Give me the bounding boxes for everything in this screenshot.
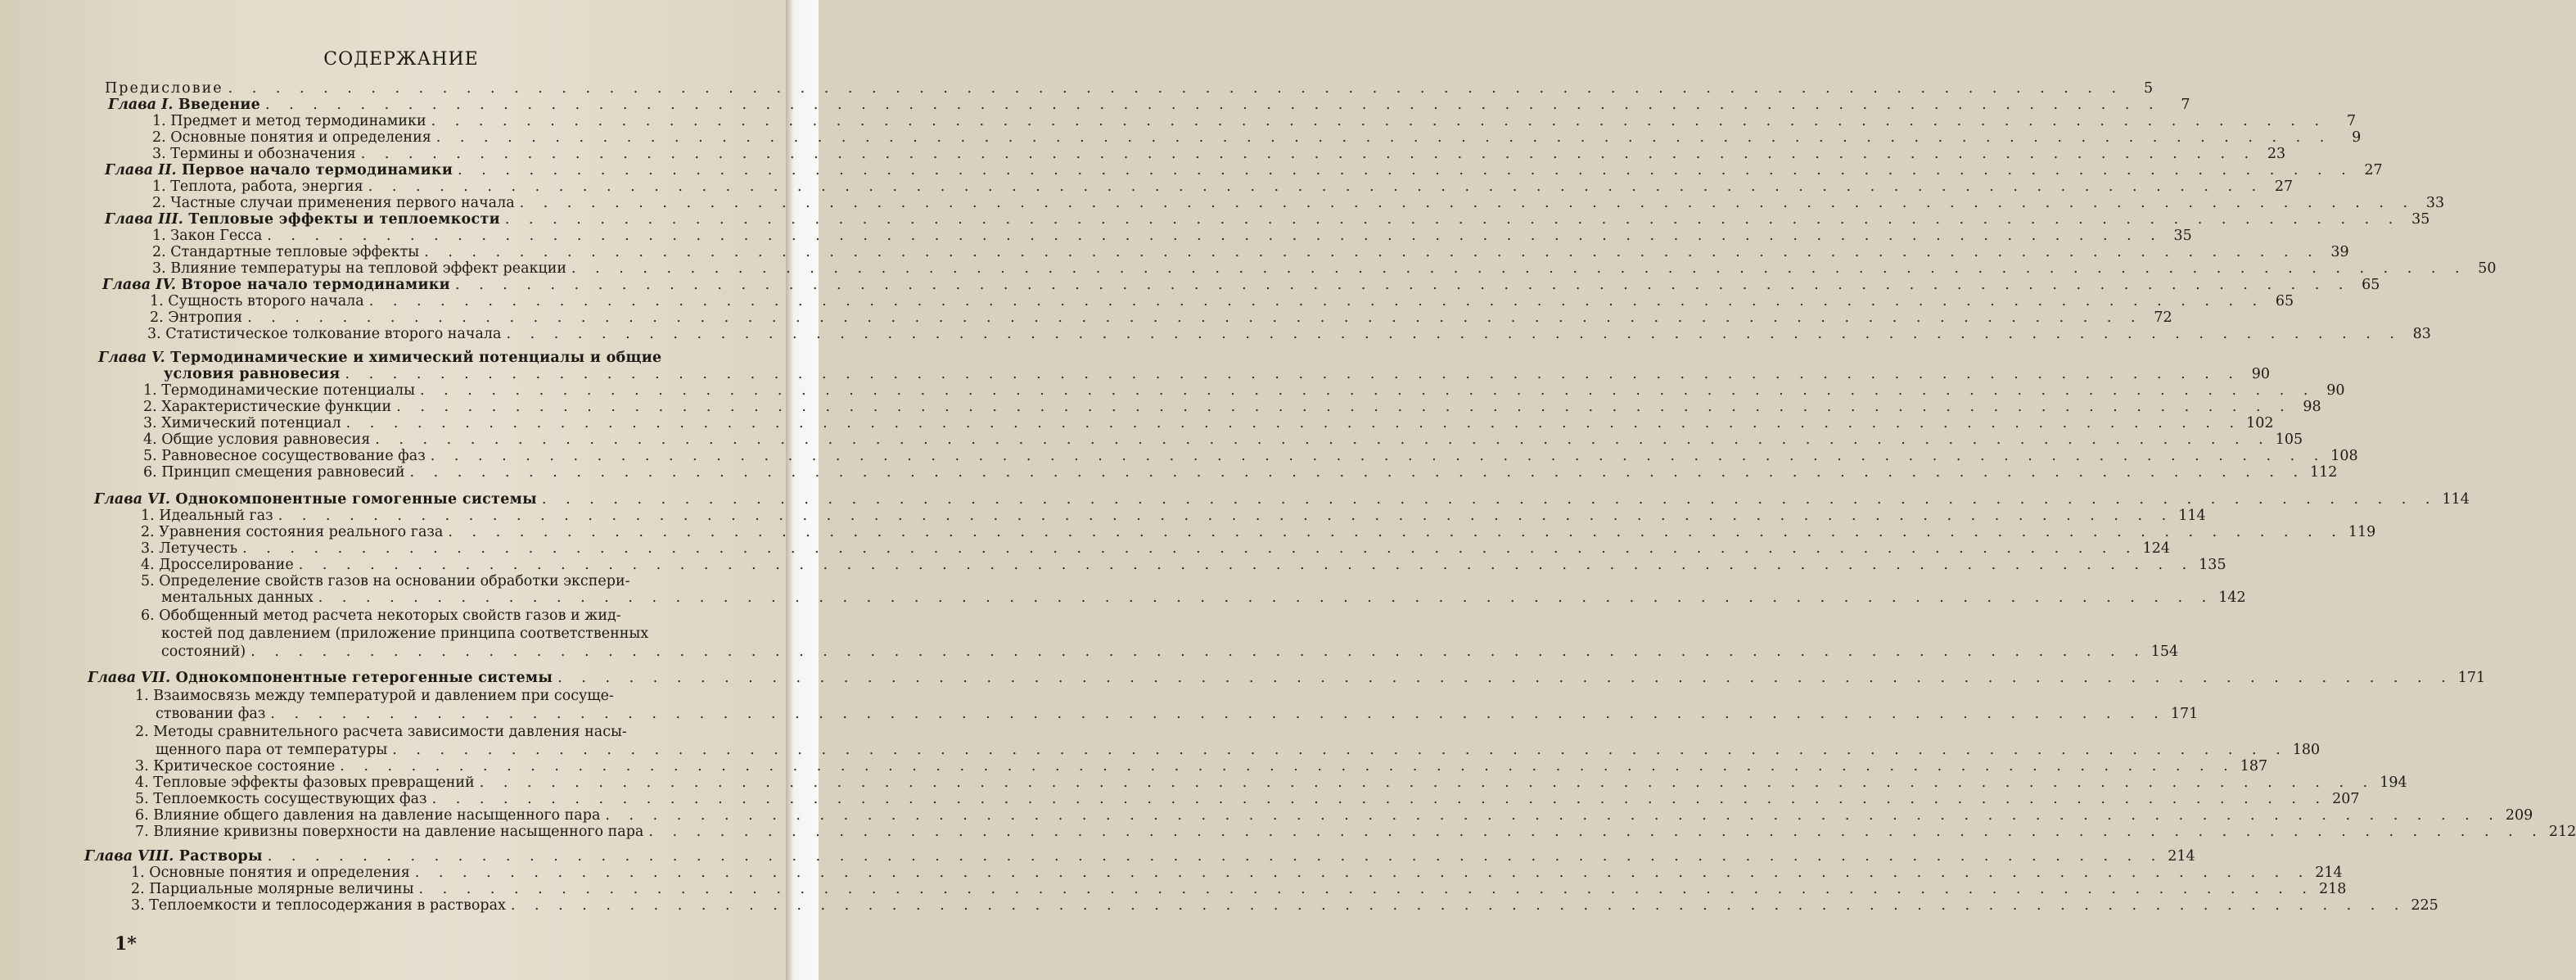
- page-number: 65: [2275, 293, 2294, 309]
- page-number: 72: [2154, 309, 2172, 326]
- page-number: 194: [2380, 775, 2407, 791]
- toc-item: 2. Основные понятия и определения . . . . . . . . . . . . . . . . . . . . . . . . . . . . . . . . . . . . . . . . . . . . . . . . . . . . . . . . . . . . . . . . . . . . . . . . . . . . . . . . 9: [152, 129, 2362, 146]
- dot-leader: . . . . . . . . . . . . . . . . . . . . . . . . . . . . . . . . . . . . . . . . . . . . . . . . . . . . . . . . . . . . . . . . . . . . . . . . . . . . . . . .: [418, 881, 2314, 897]
- toc-item: 5. Теплоемкость сосуществующих фаз . . . . . . . . . . . . . . . . . . . . . . . . . . . . . . . . . . . . . . . . . . . . . . . . . . . . . . . . . . . . . . . . . . . . . . . . . . . . . . . . 207: [135, 791, 2360, 807]
- toc-item-cont: состояний) . . . . . . . . . . . . . . . . . . . . . . . . . . . . . . . . . . . . . . . . . . . . . . . . . . . . . . . . . . . . . . . . . . . . . . . . . . . . . . . . 154: [161, 644, 2179, 660]
- chapter-heading: [94, 491, 2470, 508]
- toc-item: 3. Термины и обозначения . . . . . . . . . . . . . . . . . . . . . . . . . . . . . . . . . . . . . . . . . . . . . . . . . . . . . . . . . . . . . . . . . . . . . . . . . . . . . . . . 23: [152, 146, 2286, 162]
- chapter-heading-cont: условия равновесия . . . . . . . . . . . . . . . . . . . . . . . . . . . . . . . . . . . . . . . . . . . . . . . . . . . . . . . . . . . . . . . . . . . . . . . . . . . . . . . . 90: [164, 366, 2270, 382]
- chapter-name: Растворы: [174, 848, 263, 865]
- toc-item: 2. Энтропия . . . . . . . . . . . . . . . . . . . . . . . . . . . . . . . . . . . . . . . . . . . . . . . . . . . . . . . . . . . . . . . . . . . . . . . . . . . . . . . . 72: [150, 309, 2172, 326]
- page-number: 7: [2181, 97, 2190, 113]
- dot-leader: . . . . . . . . . . . . . . . . . . . . . . . . . . . . . . . . . . . . . . . . . . . . . . . . . . . . . . . . . . . . . . . . . . . . . . . . . . . . . . . .: [430, 448, 2326, 464]
- page-number: 5: [2143, 80, 2154, 97]
- page-number: 7: [2346, 113, 2357, 129]
- toc-item: 3. Летучесть . . . . . . . . . . . . . . . . . . . . . . . . . . . . . . . . . . . . . . . . . . . . . . . . . . . . . . . . . . . . . . . . . . . . . . . . . . . . . . . . 124: [141, 540, 2171, 557]
- dot-leader: . . . . . . . . . . . . . . . . . . . . . . . . . . . . . . . . . . . . . . . . . . . . . . . . . . . . . . . . . . . . . . . . . . . . . . . . . . . . . . . .: [270, 706, 2166, 722]
- page-title: СОДЕРЖАНИЕ: [323, 49, 479, 70]
- dot-leader: . . . . . . . . . . . . . . . . . . . . . . . . . . . . . . . . . . . . . . . . . . . . . . . . . . . . . . . . . . . . . . . . . . . . . . . . . . . . . . . .: [414, 865, 2311, 881]
- dot-leader: . . . . . . . . . . . . . . . . . . . . . . . . . . . . . . . . . . . . . . . . . . . . . . . . . . . . . . . . . . . . . . . . . . . . . . . . . . . . . . . .: [479, 775, 2375, 791]
- dot-leader: . . . . . . . . . . . . . . . . . . . . . . . . . . . . . . . . . . . . . . . . . . . . . . . . . . . . . . . . . . . . . . . . . . . . . . . . . . . . . . . .: [424, 244, 2320, 260]
- dot-leader: . . . . . . . . . . . . . . . . . . . . . . . . . . . . . . . . . . . . . . . . . . . . . . . . . . . . . . . . . . . . . . . . . . . . . . . . . . . . . . . .: [431, 113, 2327, 129]
- chapter-label: Глава VI.: [94, 491, 171, 508]
- page-number: 218: [2318, 881, 2347, 897]
- page-number: 105: [2275, 431, 2303, 448]
- toc-item: 2. Характеристические функции . . . . . . . . . . . . . . . . . . . . . . . . . . . . . . . . . . . . . . . . . . . . . . . . . . . . . . . . . . . . . . . . . . . . . . . . . . . . . . . . 98: [143, 399, 2321, 415]
- page-number: 27: [2364, 162, 2383, 178]
- toc-item: 3. Химический потенциал . . . . . . . . . . . . . . . . . . . . . . . . . . . . . . . . . . . . . . . . . . . . . . . . . . . . . . . . . . . . . . . . . . . . . . . . . . . . . . . . 102: [143, 415, 2274, 431]
- dot-leader: . . . . . . . . . . . . . . . . . . . . . . . . . . . . . . . . . . . . . . . . . . . . . . . . . . . . . . . . . . . . . . . . . . . . . . . . . . . . . . . .: [228, 80, 2124, 97]
- page-number: 27: [2274, 178, 2294, 195]
- toc-item: 1. Взаимосвязь между температурой и давлением при сосуще-: [135, 688, 614, 704]
- page-number: 207: [2332, 791, 2360, 807]
- chapter-label: Глава IV.: [102, 277, 176, 293]
- toc-preface: Предисловие . . . . . . . . . . . . . . . . . . . . . . . . . . . . . . . . . . . . . . . . . . . . . . . . . . . . . . . . . . . . . . . . . . . . . . . . . . . . . . . . 5: [105, 80, 2154, 97]
- dot-leader: . . . . . . . . . . . . . . . . . . . . . . . . . . . . . . . . . . . . . . . . . . . . . . . . . . . . . . . . . . . . . . . . . . . . . . . . . . . . . . . .: [368, 293, 2265, 309]
- chapter-name: Термодинамические и химический потенциалы и общие: [165, 350, 662, 366]
- chapter-label: Глава I.: [108, 97, 174, 113]
- dot-leader: . . . . . . . . . . . . . . . . . . . . . . . . . . . . . . . . . . . . . . . . . . . . . . . . . . . . . . . . . . . . . . . . . . . . . . . . . . . . . . . .: [571, 260, 2467, 277]
- page-number: 112: [2310, 464, 2338, 481]
- toc-item: 6. Принцип смещения равновесий . . . . . . . . . . . . . . . . . . . . . . . . . . . . . . . . . . . . . . . . . . . . . . . . . . . . . . . . . . . . . . . . . . . . . . . . . . . . . . . . 112: [143, 464, 2338, 481]
- dot-leader: . . . . . . . . . . . . . . . . . . . . . . . . . . . . . . . . . . . . . . . . . . . . . . . . . . . . . . . . . . . . . . . . . . . . . . . . . . . . . . . .: [242, 540, 2138, 557]
- dot-leader: . . . . . . . . . . . . . . . . . . . . . . . . . . . . . . . . . . . . . . . . . . . . . . . . . . . . . . . . . . . . . . . . . . . . . . . . . . . . . . . .: [392, 742, 2288, 758]
- page-number: 9: [2352, 129, 2362, 146]
- dot-leader: . . . . . . . . . . . . . . . . . . . . . . . . . . . . . . . . . . . . . . . . . . . . . . . . . . . . . . . . . . . . . . . . . . . . . . . . . . . . . . . .: [504, 211, 2401, 228]
- chapter-name: Первое начало термодинамики: [176, 162, 453, 178]
- chapter-name: Однокомпонентные гетерогенные системы: [170, 670, 553, 686]
- dot-leader: . . . . . . . . . . . . . . . . . . . . . . . . . . . . . . . . . . . . . . . . . . . . . . . . . . . . . . . . . . . . . . . . . . . . . . . . . . . . . . . .: [375, 431, 2271, 448]
- toc-item: 1. Сущность второго начала . . . . . . . . . . . . . . . . . . . . . . . . . . . . . . . . . . . . . . . . . . . . . . . . . . . . . . . . . . . . . . . . . . . . . . . . . . . . . . . . 65: [150, 293, 2294, 309]
- dot-leader: . . . . . . . . . . . . . . . . . . . . . . . . . . . . . . . . . . . . . . . . . . . . . . . . . . . . . . . . . . . . . . . . . . . . . . . . . . . . . . . .: [345, 415, 2242, 431]
- dot-leader: . . . . . . . . . . . . . . . . . . . . . . . . . . . . . . . . . . . . . . . . . . . . . . . . . . . . . . . . . . . . . . . . . . . . . . . . . . . . . . . .: [557, 670, 2453, 686]
- toc-item: 1. Идеальный газ . . . . . . . . . . . . . . . . . . . . . . . . . . . . . . . . . . . . . . . . . . . . . . . . . . . . . . . . . . . . . . . . . . . . . . . . . . . . . . . . 114: [141, 508, 2206, 524]
- page-number: 102: [2246, 415, 2274, 431]
- dot-leader: . . . . . . . . . . . . . . . . . . . . . . . . . . . . . . . . . . . . . . . . . . . . . . . . . . . . . . . . . . . . . . . . . . . . . . . . . . . . . . . .: [409, 464, 2306, 481]
- page-number: 35: [2411, 211, 2430, 228]
- dot-leader: . . . . . . . . . . . . . . . . . . . . . . . . . . . . . . . . . . . . . . . . . . . . . . . . . . . . . . . . . . . . . . . . . . . . . . . . . . . . . . . .: [360, 146, 2257, 162]
- toc-item: 2. Методы сравнительного расчета зависимости давления насы-: [135, 724, 627, 740]
- page-number: 114: [2442, 491, 2470, 508]
- dot-leader: . . . . . . . . . . . . . . . . . . . . . . . . . . . . . . . . . . . . . . . . . . . . . . . . . . . . . . . . . . . . . . . . . . . . . . . . . . . . . . . .: [542, 491, 2438, 508]
- toc-item: 2. Парциальные молярные величины . . . . . . . . . . . . . . . . . . . . . . . . . . . . . . . . . . . . . . . . . . . . . . . . . . . . . . . . . . . . . . . . . . . . . . . . . . . . . . . . 218: [131, 881, 2347, 897]
- page-number: 187: [2240, 758, 2268, 775]
- chapter-heading: [105, 211, 2430, 228]
- page-number: 90: [2326, 382, 2345, 399]
- page-number: 171: [2170, 706, 2199, 722]
- toc-item: 2. Стандартные тепловые эффекты . . . . . . . . . . . . . . . . . . . . . . . . . . . . . . . . . . . . . . . . . . . . . . . . . . . . . . . . . . . . . . . . . . . . . . . . . . . . . . . . 39: [152, 244, 2349, 260]
- page-number: 225: [2411, 897, 2438, 914]
- page-number: 119: [2348, 524, 2376, 540]
- toc-item: 3. Статистическое толкование второго начала . . . . . . . . . . . . . . . . . . . . . . . . . . . . . . . . . . . . . . . . . . . . . . . . . . . . . . . . . . . . . . . . . . . . . . . . . . . . . . . . 83: [147, 326, 2431, 342]
- dot-leader: . . . . . . . . . . . . . . . . . . . . . . . . . . . . . . . . . . . . . . . . . . . . . . . . . . . . . . . . . . . . . . . . . . . . . . . . . . . . . . . .: [454, 277, 2351, 293]
- chapter-heading: [102, 277, 2380, 293]
- page-number: 50: [2478, 260, 2497, 277]
- page-number: 83: [2412, 326, 2431, 342]
- page-number: 214: [2168, 848, 2195, 865]
- toc-item: 2. Уравнения состояния реального газа . . . . . . . . . . . . . . . . . . . . . . . . . . . . . . . . . . . . . . . . . . . . . . . . . . . . . . . . . . . . . . . . . . . . . . . . . . . . . . . . 119: [141, 524, 2376, 540]
- page-number: 214: [2315, 865, 2343, 881]
- toc-item: 1. Теплота, работа, энергия . . . . . . . . . . . . . . . . . . . . . . . . . . . . . . . . . . . . . . . . . . . . . . . . . . . . . . . . . . . . . . . . . . . . . . . . . . . . . . . . 27: [152, 178, 2294, 195]
- page-number: 114: [2178, 508, 2206, 524]
- dot-leader: . . . . . . . . . . . . . . . . . . . . . . . . . . . . . . . . . . . . . . . . . . . . . . . . . . . . . . . . . . . . . . . . . . . . . . . . . . . . . . . .: [506, 326, 2402, 342]
- page-number: 180: [2292, 742, 2321, 758]
- toc-item-cont: ментальных данных . . . . . . . . . . . . . . . . . . . . . . . . . . . . . . . . . . . . . . . . . . . . . . . . . . . . . . . . . . . . . . . . . . . . . . . . . . . . . . . . 142: [161, 589, 2246, 606]
- dot-leader: . . . . . . . . . . . . . . . . . . . . . . . . . . . . . . . . . . . . . . . . . . . . . . . . . . . . . . . . . . . . . . . . . . . . . . . . . . . . . . . .: [605, 807, 2501, 824]
- page-number: 135: [2199, 557, 2226, 573]
- chapter-label: Глава II.: [105, 162, 177, 178]
- chapter-label: Глава VIII.: [84, 848, 174, 865]
- dot-leader: . . . . . . . . . . . . . . . . . . . . . . . . . . . . . . . . . . . . . . . . . . . . . . . . . . . . . . . . . . . . . . . . . . . . . . . . . . . . . . . .: [420, 382, 2316, 399]
- chapter-name: Однокомпонентные гомогенные системы: [170, 491, 537, 508]
- page-number: 65: [2362, 277, 2380, 293]
- page-number: 90: [2251, 366, 2270, 382]
- chapter-heading: [88, 670, 2486, 686]
- page-number: 124: [2142, 540, 2171, 557]
- dot-leader: . . . . . . . . . . . . . . . . . . . . . . . . . . . . . . . . . . . . . . . . . . . . . . . . . . . . . . . . . . . . . . . . . . . . . . . . . . . . . . . .: [298, 557, 2195, 573]
- toc-item: 4. Дросселирование . . . . . . . . . . . . . . . . . . . . . . . . . . . . . . . . . . . . . . . . . . . . . . . . . . . . . . . . . . . . . . . . . . . . . . . . . . . . . . . . 135: [141, 557, 2226, 573]
- dot-leader: . . . . . . . . . . . . . . . . . . . . . . . . . . . . . . . . . . . . . . . . . . . . . . . . . . . . . . . . . . . . . . . . . . . . . . . . . . . . . . . .: [318, 589, 2214, 606]
- toc-item: 4. Общие условия равновесия . . . . . . . . . . . . . . . . . . . . . . . . . . . . . . . . . . . . . . . . . . . . . . . . . . . . . . . . . . . . . . . . . . . . . . . . . . . . . . . . 105: [143, 431, 2303, 448]
- page-number: 33: [2425, 195, 2445, 211]
- page-number: 98: [2303, 399, 2321, 415]
- dot-leader: . . . . . . . . . . . . . . . . . . . . . . . . . . . . . . . . . . . . . . . . . . . . . . . . . . . . . . . . . . . . . . . . . . . . . . . . . . . . . . . .: [368, 178, 2264, 195]
- chapter-name: Тепловые эффекты и теплоемкости: [183, 211, 500, 228]
- dot-leader: . . . . . . . . . . . . . . . . . . . . . . . . . . . . . . . . . . . . . . . . . . . . . . . . . . . . . . . . . . . . . . . . . . . . . . . . . . . . . . . .: [250, 644, 2146, 660]
- dot-leader: . . . . . . . . . . . . . . . . . . . . . . . . . . . . . . . . . . . . . . . . . . . . . . . . . . . . . . . . . . . . . . . . . . . . . . . . . . . . . . . .: [448, 524, 2344, 540]
- page-number: 171: [2457, 670, 2486, 686]
- dot-leader: . . . . . . . . . . . . . . . . . . . . . . . . . . . . . . . . . . . . . . . . . . . . . . . . . . . . . . . . . . . . . . . . . . . . . . . . . . . . . . . .: [267, 848, 2163, 865]
- toc-item: 1. Термодинамические потенциалы . . . . . . . . . . . . . . . . . . . . . . . . . . . . . . . . . . . . . . . . . . . . . . . . . . . . . . . . . . . . . . . . . . . . . . . . . . . . . . . . 90: [143, 382, 2345, 399]
- dot-leader: . . . . . . . . . . . . . . . . . . . . . . . . . . . . . . . . . . . . . . . . . . . . . . . . . . . . . . . . . . . . . . . . . . . . . . . . . . . . . . . .: [265, 97, 2161, 113]
- dot-leader: . . . . . . . . . . . . . . . . . . . . . . . . . . . . . . . . . . . . . . . . . . . . . . . . . . . . . . . . . . . . . . . . . . . . . . . . . . . . . . . .: [340, 758, 2235, 775]
- toc-item: 6. Влияние общего давления на давление насыщенного пара . . . . . . . . . . . . . . . . . . . . . . . . . . . . . . . . . . . . . . . . . . . . . . . . . . . . . . . . . . . . . . . . . . . . . . . . . . . . . . . . 209: [135, 807, 2533, 824]
- toc-item: 6. Обобщенный метод расчета некоторых свойств газов и жид-: [141, 607, 621, 624]
- dot-leader: . . . . . . . . . . . . . . . . . . . . . . . . . . . . . . . . . . . . . . . . . . . . . . . . . . . . . . . . . . . . . . . . . . . . . . . . . . . . . . . .: [267, 228, 2163, 244]
- dot-leader: . . . . . . . . . . . . . . . . . . . . . . . . . . . . . . . . . . . . . . . . . . . . . . . . . . . . . . . . . . . . . . . . . . . . . . . . . . . . . . . .: [247, 309, 2143, 326]
- toc-item: 5. Определение свойств газов на основании обработки экспери-: [141, 573, 630, 589]
- dot-leader: . . . . . . . . . . . . . . . . . . . . . . . . . . . . . . . . . . . . . . . . . . . . . . . . . . . . . . . . . . . . . . . . . . . . . . . . . . . . . . . .: [396, 399, 2292, 415]
- toc-item: 7. Влияние кривизны поверхности на давление насыщенного пара . . . . . . . . . . . . . . . . . . . . . . . . . . . . . . . . . . . . . . . . . . . . . . . . . . . . . . . . . . . . . . . . . . . . . . . . . . . . . . . . 212: [135, 824, 2576, 840]
- dot-leader: . . . . . . . . . . . . . . . . . . . . . . . . . . . . . . . . . . . . . . . . . . . . . . . . . . . . . . . . . . . . . . . . . . . . . . . . . . . . . . . .: [431, 791, 2328, 807]
- toc-item: 3. Влияние температуры на тепловой эффект реакции . . . . . . . . . . . . . . . . . . . . . . . . . . . . . . . . . . . . . . . . . . . . . . . . . . . . . . . . . . . . . . . . . . . . . . . . . . . . . . . . 50: [152, 260, 2497, 277]
- chapter-heading: [98, 350, 661, 366]
- toc-item: 1. Предмет и метод термодинамики . . . . . . . . . . . . . . . . . . . . . . . . . . . . . . . . . . . . . . . . . . . . . . . . . . . . . . . . . . . . . . . . . . . . . . . . . . . . . . . . 7: [152, 113, 2357, 129]
- dot-leader: . . . . . . . . . . . . . . . . . . . . . . . . . . . . . . . . . . . . . . . . . . . . . . . . . . . . . . . . . . . . . . . . . . . . . . . . . . . . . . . .: [510, 897, 2407, 914]
- toc-item: 2. Частные случаи применения первого начала . . . . . . . . . . . . . . . . . . . . . . . . . . . . . . . . . . . . . . . . . . . . . . . . . . . . . . . . . . . . . . . . . . . . . . . . . . . . . . . . 33: [152, 195, 2445, 211]
- page-number: 23: [2267, 146, 2286, 162]
- chapter-label: Глава VII.: [88, 670, 171, 686]
- toc-item-cont: щенного пара от температуры . . . . . . . . . . . . . . . . . . . . . . . . . . . . . . . . . . . . . . . . . . . . . . . . . . . . . . . . . . . . . . . . . . . . . . . . . . . . . . . . 180: [156, 742, 2321, 758]
- toc-item: 1. Основные понятия и определения . . . . . . . . . . . . . . . . . . . . . . . . . . . . . . . . . . . . . . . . . . . . . . . . . . . . . . . . . . . . . . . . . . . . . . . . . . . . . . . . 214: [131, 865, 2343, 881]
- page-number: 39: [2330, 244, 2349, 260]
- toc-item: 4. Тепловые эффекты фазовых превращений . . . . . . . . . . . . . . . . . . . . . . . . . . . . . . . . . . . . . . . . . . . . . . . . . . . . . . . . . . . . . . . . . . . . . . . . . . . . . . . . 194: [135, 775, 2407, 791]
- dot-leader: . . . . . . . . . . . . . . . . . . . . . . . . . . . . . . . . . . . . . . . . . . . . . . . . . . . . . . . . . . . . . . . . . . . . . . . . . . . . . . . .: [435, 129, 2332, 146]
- dot-leader: . . . . . . . . . . . . . . . . . . . . . . . . . . . . . . . . . . . . . . . . . . . . . . . . . . . . . . . . . . . . . . . . . . . . . . . . . . . . . . . .: [519, 195, 2416, 211]
- chapter-name: Второе начало термодинамики: [175, 277, 450, 293]
- page-number: 108: [2330, 448, 2358, 464]
- page-number: 142: [2218, 589, 2246, 606]
- toc-item: 3. Теплоемкости и теплосодержания в растворах . . . . . . . . . . . . . . . . . . . . . . . . . . . . . . . . . . . . . . . . . . . . . . . . . . . . . . . . . . . . . . . . . . . . . . . . . . . . . . . . 225: [131, 897, 2438, 914]
- signature-mark: 1*: [115, 933, 137, 955]
- page-number: 212: [2548, 824, 2576, 840]
- toc-item-cont: ствовании фаз . . . . . . . . . . . . . . . . . . . . . . . . . . . . . . . . . . . . . . . . . . . . . . . . . . . . . . . . . . . . . . . . . . . . . . . . . . . . . . . . 171: [156, 706, 2199, 722]
- page-number: 154: [2150, 644, 2179, 660]
- page-number: 209: [2505, 807, 2533, 824]
- chapter-heading: [105, 162, 2383, 178]
- toc-item: 5. Равновесное сосуществование фаз . . . . . . . . . . . . . . . . . . . . . . . . . . . . . . . . . . . . . . . . . . . . . . . . . . . . . . . . . . . . . . . . . . . . . . . . . . . . . . . . 108: [143, 448, 2358, 464]
- toc-item: 1. Закон Гесса . . . . . . . . . . . . . . . . . . . . . . . . . . . . . . . . . . . . . . . . . . . . . . . . . . . . . . . . . . . . . . . . . . . . . . . . . . . . . . . . 35: [152, 228, 2192, 244]
- dot-leader: . . . . . . . . . . . . . . . . . . . . . . . . . . . . . . . . . . . . . . . . . . . . . . . . . . . . . . . . . . . . . . . . . . . . . . . . . . . . . . . .: [345, 366, 2240, 382]
- chapter-name: Введение: [173, 97, 261, 113]
- dot-leader: . . . . . . . . . . . . . . . . . . . . . . . . . . . . . . . . . . . . . . . . . . . . . . . . . . . . . . . . . . . . . . . . . . . . . . . . . . . . . . . .: [458, 162, 2353, 178]
- toc-item-cont: костей под давлением (приложение принципа соответственных: [161, 625, 649, 642]
- dot-leader: . . . . . . . . . . . . . . . . . . . . . . . . . . . . . . . . . . . . . . . . . . . . . . . . . . . . . . . . . . . . . . . . . . . . . . . . . . . . . . . .: [648, 824, 2544, 840]
- chapter-heading: [108, 97, 2190, 113]
- toc-item: 3. Критическое состояние . . . . . . . . . . . . . . . . . . . . . . . . . . . . . . . . . . . . . . . . . . . . . . . . . . . . . . . . . . . . . . . . . . . . . . . . . . . . . . . . 187: [135, 758, 2268, 775]
- chapter-label: Глава V.: [98, 350, 165, 366]
- dot-leader: . . . . . . . . . . . . . . . . . . . . . . . . . . . . . . . . . . . . . . . . . . . . . . . . . . . . . . . . . . . . . . . . . . . . . . . . . . . . . . . .: [277, 508, 2174, 524]
- chapter-heading: [84, 848, 2195, 865]
- page-number: 35: [2173, 228, 2192, 244]
- chapter-label: Глава III.: [105, 211, 183, 228]
